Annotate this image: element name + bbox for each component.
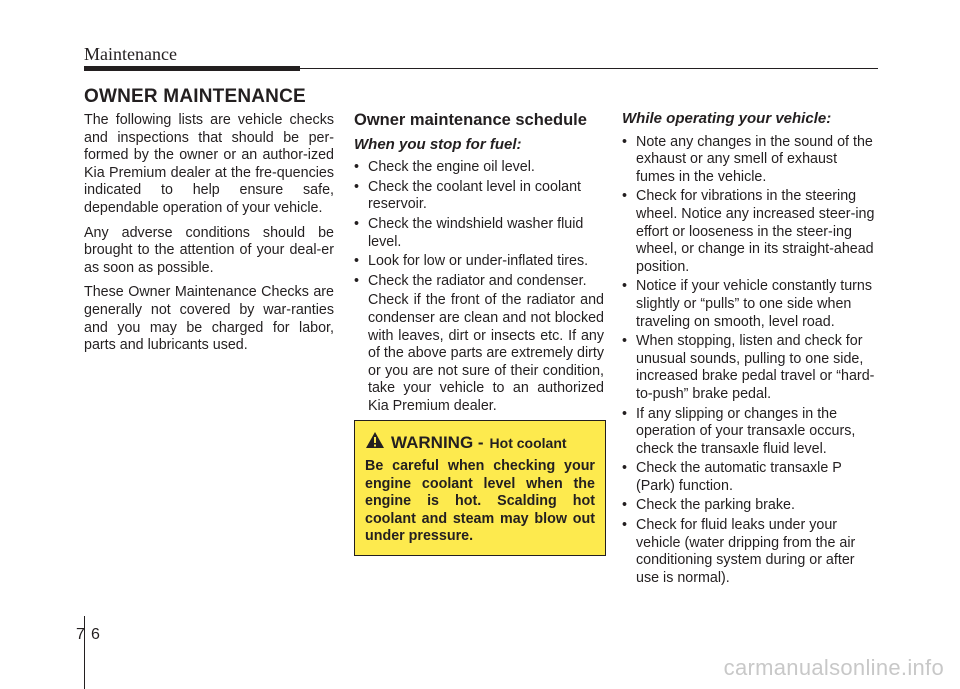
intro-paragraph: The following lists are vehicle checks and inspections that should be per-formed by the owner or an author-ized Kia Premium dealer at the fre-quencies indicated to help ensure safe, dependable operation of your vehicle. — [84, 112, 334, 216]
list-item: • Check the engine oil level. — [354, 159, 604, 177]
list-item: • Check the windshield washer fluid level. — [354, 216, 604, 251]
chapter-number: 7 — [76, 626, 85, 643]
list-item: • Check for vibrations in the steering wheel. Notice any increased steer-ing effort or looseness in the steer-ing wheel, or change in its straight-ahead position. — [622, 188, 878, 276]
warning-triangle-icon — [365, 431, 385, 454]
intro-paragraph: These Owner Maintenance Checks are generally not covered by war-ranties and you may be charged for labor, parts and lubricants used. — [84, 284, 334, 354]
section-title: OWNER MAINTENANCE — [84, 86, 306, 107]
warning-title: WARNING - — [391, 432, 484, 452]
fuel-heading: When you stop for fuel: — [354, 135, 522, 153]
list-item: • Check the coolant level in coolant reservoir. — [354, 179, 604, 214]
list-item: • Check the parking brake. — [622, 497, 878, 515]
radiator-note: Check if the front of the radiator and condenser are clean and not blocked with leaves, dirt or insects etc. If any of the above parts are extremely dirty or you are not sure of their condition, take your vehicle to an authorized Kia Premium dealer. — [368, 292, 605, 414]
page-number: 6 — [91, 626, 100, 643]
list-item: • Note any changes in the sound of the exhaust or any smell of exhaust fumes in the vehicle. — [622, 134, 878, 187]
operating-heading: While operating your vehicle: — [622, 110, 832, 127]
schedule-column — [354, 112, 604, 416]
warning-subtitle: Hot coolant — [489, 434, 567, 451]
list-item: • Notice if your vehicle constantly turns slightly or “pulls” to one side when traveling on smooth, level road. — [622, 278, 878, 331]
list-item: • Check the radiator and condenser. — [354, 273, 604, 291]
header-rule-thin — [300, 68, 878, 69]
warning-body: Be careful when checking your engine coolant level when the engine is hot. Scalding hot coolant and steam may blow out under pressure. — [365, 458, 595, 544]
operating-checklist — [622, 134, 878, 588]
intro-column — [84, 112, 334, 362]
header-rule-thick — [84, 66, 300, 71]
watermark: carmanualsonline.info — [723, 655, 944, 680]
schedule-title: Owner maintenance schedule — [354, 111, 587, 129]
fuel-checklist — [354, 159, 604, 290]
list-item: • Look for low or under-inflated tires. — [354, 253, 604, 271]
warning-box — [354, 420, 606, 556]
page-header-title: Maintenance — [84, 44, 177, 64]
operating-column — [622, 112, 878, 589]
warning-header — [365, 431, 595, 454]
list-item: • Check for fluid leaks under your vehicle (water dripping from the air conditioning system during or after use is normal). — [622, 517, 878, 587]
list-item: • When stopping, listen and check for unusual sounds, pulling to one side, increased brake pedal travel or “hard-to-push” brake pedal. — [622, 333, 878, 403]
list-item: • Check the automatic transaxle P (Park) function. — [622, 460, 878, 495]
intro-paragraph: Any adverse conditions should be brought to the attention of your deal-er as soon as possible. — [84, 224, 334, 276]
list-item: • If any slipping or changes in the operation of your transaxle occurs, check the transaxle fluid level. — [622, 406, 878, 459]
